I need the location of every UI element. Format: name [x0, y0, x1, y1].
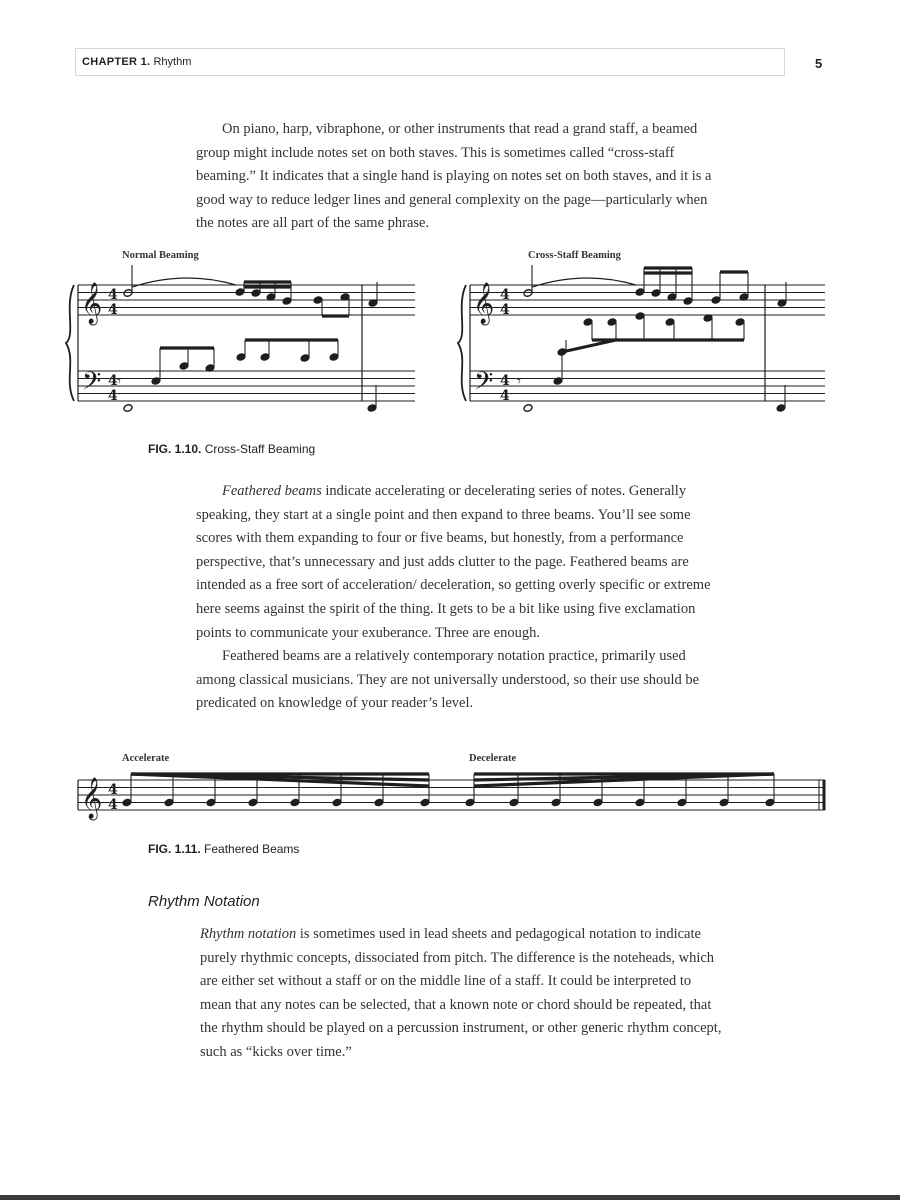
figure-title: Cross-Staff Beaming [204, 442, 316, 456]
beam [562, 340, 616, 352]
figure-label-decelerate: Decelerate [469, 753, 517, 764]
chapter-title: Rhythm [153, 56, 192, 68]
eighth-rest: 𝄾 [517, 372, 521, 390]
notehead [523, 404, 533, 413]
bass-clef: 𝄢 [82, 367, 102, 402]
figure-label-normal-beaming: Normal Beaming [122, 250, 199, 261]
time-signature-top: 4 [108, 287, 118, 303]
figure-title: Feathered Beams [204, 842, 300, 856]
time-signature-top: 4 [108, 782, 118, 798]
slur [532, 278, 636, 287]
figure-label-cross-staff-beaming: Cross-Staff Beaming [528, 250, 621, 261]
running-header [82, 56, 191, 68]
figure-caption-1-11 [148, 842, 299, 856]
page-number: 5 [815, 56, 823, 71]
bass-clef: 𝄢 [474, 367, 494, 402]
paragraph-text: Feathered beams indicate accelerating or decelerating series of notes. Generally speaking, they start at a single point and then expand to three beams. You’ll see some scores with them expanding to four or five beams, but honestly, from a performance perspective, that’s unnecessary and just adds clutter to the page. Feathered beams are intended as a free sort of acceleration/ deceleration, so getting overly specific or extreme here seems against the spirit of the thing. It gets to be a bit like using five exclamation points to communicate your exuberance. Three are enough. [196, 483, 711, 641]
figure-label-accelerate: Accelerate [122, 753, 170, 764]
time-signature-bottom: 4 [108, 388, 118, 404]
paragraph-cross-staff [196, 118, 724, 236]
brace [458, 285, 466, 401]
term-rhythm-notation: Rhythm notation [200, 926, 297, 942]
section-heading: Rhythm Notation [148, 893, 260, 910]
paragraph-rhythm-notation [200, 923, 726, 1065]
figure-number: FIG. 1.10. [148, 442, 202, 456]
notehead [123, 404, 133, 413]
term-feathered-beams: Feathered beams [222, 483, 322, 499]
time-signature-bottom: 4 [108, 302, 118, 318]
time-signature-top: 4 [500, 373, 510, 389]
paragraph-text: On piano, harp, vibraphone, or other instruments that read a grand staff, a beamed group might include notes set on both staves. This is sometimes called “cross-staff beaming.” It indicates that a single hand is playing on notes set on both staves, and it is a good way to reduce ledger lines and general complexity on the page—particularly when the notes are all part of the same phrase. [196, 121, 712, 232]
brace [66, 285, 74, 401]
time-signature-top: 4 [500, 287, 510, 303]
paragraph-feathered-beams [196, 480, 724, 716]
treble-clef: 𝄞 [81, 778, 103, 819]
chapter-number: CHAPTER 1. [82, 56, 151, 68]
figure-cross-staff-beaming [0, 260, 900, 430]
slur [132, 278, 236, 287]
treble-clef: 𝄞 [81, 283, 103, 324]
figure-caption-1-10 [148, 442, 315, 456]
time-signature-bottom: 4 [108, 797, 118, 813]
paragraph-text: Feathered beams are a relatively contemporary notation practice, primarily used among classical musicians. They are not universally understood, so their use should be predicated on knowledge of your reader’s level. [196, 648, 700, 712]
time-signature-bottom: 4 [500, 302, 510, 318]
figure-feathered-beams [0, 765, 900, 830]
time-signature-bottom: 4 [500, 388, 510, 404]
page-bottom-edge [0, 1195, 900, 1200]
time-signature-top: 4 [108, 373, 118, 389]
eighth-rest: 𝄾 [117, 372, 121, 390]
treble-clef: 𝄞 [473, 283, 495, 324]
figure-number: FIG. 1.11. [148, 842, 201, 856]
paragraph-text: Rhythm notation is sometimes used in lead sheets and pedagogical notation to indicate purely rhythmic concepts, dissociated from pitch. The difference is the noteheads, which are either set without a staff or on the middle line of a staff. It could be interpreted to mean that any notes can be selected, that a known note or chord should be repeated, that the rhythm should be played on a percussion instrument, or other generic rhythm concept, such as “kicks over time.” [200, 926, 722, 1060]
